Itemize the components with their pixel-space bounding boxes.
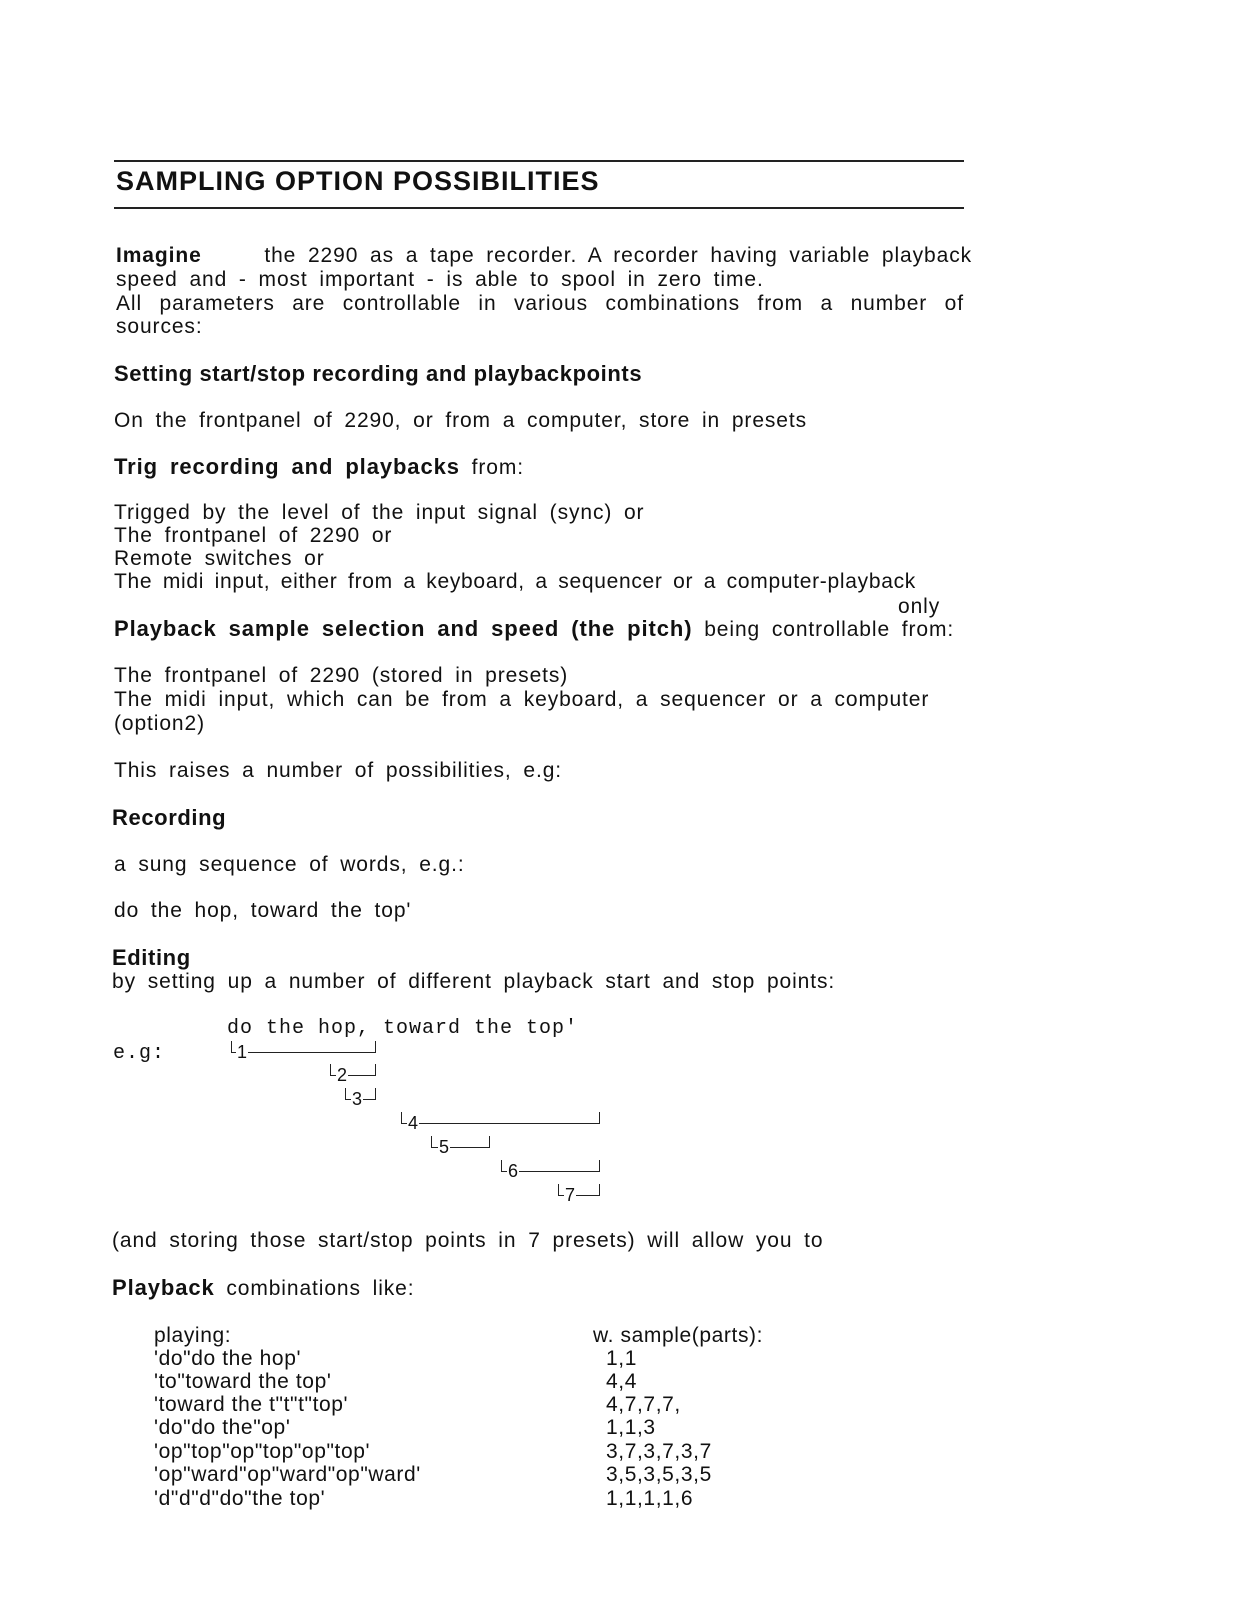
playback-line-2: The midi input, which can be from a keyboard, a sequencer or a computer: [114, 688, 930, 711]
combo-row-5-playing: 'op"top"op"top"op"top': [154, 1440, 371, 1463]
intro-lead: Imagine: [116, 244, 202, 267]
segment-2-label: 2: [337, 1065, 348, 1085]
intro-line-1: [116, 244, 972, 268]
combo-row-4-parts: 1,1,3: [606, 1416, 656, 1439]
segment-6-label: 6: [508, 1161, 519, 1181]
combo-row-7-playing: 'd"d"d"do"the top': [154, 1487, 326, 1510]
trig-line-1: Trigged by the level of the input signal (sync) or: [114, 501, 645, 524]
recording-example: do the hop, toward the top': [114, 899, 412, 922]
combo-row-2-parts: 4,4: [606, 1370, 637, 1393]
combos-col2-header: w. sample(parts):: [593, 1324, 764, 1347]
combo-row-7-parts: 1,1,1,1,6: [606, 1487, 694, 1510]
combo-row-4-playing: 'do"do the"op': [154, 1416, 291, 1439]
diagram-eg-label: e.g:: [113, 1042, 166, 1065]
title-underline: [114, 207, 964, 209]
combo-row-3-parts: 4,7,7,7,: [606, 1393, 681, 1416]
playback-line-3: (option2): [114, 712, 205, 735]
segment-7-label: 7: [565, 1185, 576, 1205]
intro-line-3: All parameters are controllable in various combinations from a number of: [116, 292, 964, 315]
segment-5-label: 5: [439, 1137, 450, 1157]
editing-text: by setting up a number of different playback start and stop points:: [112, 970, 836, 993]
trig-heading: Trig recording and playbacks: [114, 454, 460, 479]
raises-text: This raises a number of possibilities, e.g:: [114, 759, 563, 782]
combo-row-3-playing: 'toward the t"t"t"top': [154, 1393, 349, 1416]
intro-line-1-rest: the 2290 as a tape recorder. A recorder having variable playback: [264, 244, 972, 267]
trig-line-3: Remote switches or: [114, 547, 325, 570]
editing-heading: Editing: [112, 945, 191, 970]
segment-1-label: 1: [237, 1042, 248, 1062]
combo-row-1-playing: 'do"do the hop': [154, 1347, 302, 1370]
combo-row-6-playing: 'op"ward"op"ward"op"ward': [154, 1463, 421, 1486]
playback-heading: Playback sample selection and speed (the pitch): [114, 616, 693, 641]
diagram-phrase: do the hop, toward the top': [227, 1017, 579, 1040]
combos-col1-header: playing:: [154, 1324, 232, 1347]
playback-heading-line: [114, 617, 954, 642]
combo-row-5-parts: 3,7,3,7,3,7: [606, 1440, 712, 1463]
recording-heading: Recording: [112, 805, 227, 830]
segment-3-label: 3: [352, 1089, 363, 1109]
combo-row-6-parts: 3,5,3,5,3,5: [606, 1463, 712, 1486]
segment-4: [401, 1112, 600, 1124]
storing-text: (and storing those start/stop points in 7 presets) will allow you to: [112, 1229, 824, 1252]
combos-rest: combinations like:: [226, 1277, 415, 1300]
recording-text: a sung sequence of words, e.g.:: [114, 853, 465, 876]
segment-1: [231, 1041, 376, 1053]
trig-note: only: [898, 595, 941, 618]
page-title: SAMPLING OPTION POSSIBILITIES: [116, 166, 600, 196]
trig-line-2: The frontpanel of 2290 or: [114, 524, 393, 547]
trig-line-4: The midi input, either from a keyboard, a sequencer or a computer-playback: [114, 570, 916, 593]
trig-heading-line: [114, 455, 524, 480]
combos-lead: Playback: [112, 1275, 215, 1300]
intro-line-4: sources:: [116, 315, 203, 338]
combos-heading-line: [112, 1276, 414, 1301]
segment-4-label: 4: [408, 1113, 419, 1133]
top-rule: [114, 160, 964, 162]
playback-line-1: The frontpanel of 2290 (stored in presets): [114, 664, 569, 687]
trig-heading-rest: from:: [471, 456, 524, 479]
playback-heading-rest: being controllable from:: [704, 618, 955, 641]
combo-row-1-parts: 1,1: [606, 1347, 637, 1370]
combo-row-2-playing: 'to"toward the top': [154, 1370, 332, 1393]
setting-text: On the frontpanel of 2290, or from a computer, store in presets: [114, 409, 808, 432]
intro-line-2: speed and - most important - is able to spool in zero time.: [116, 268, 764, 291]
setting-heading: Setting start/stop recording and playbackpoints: [114, 361, 643, 386]
